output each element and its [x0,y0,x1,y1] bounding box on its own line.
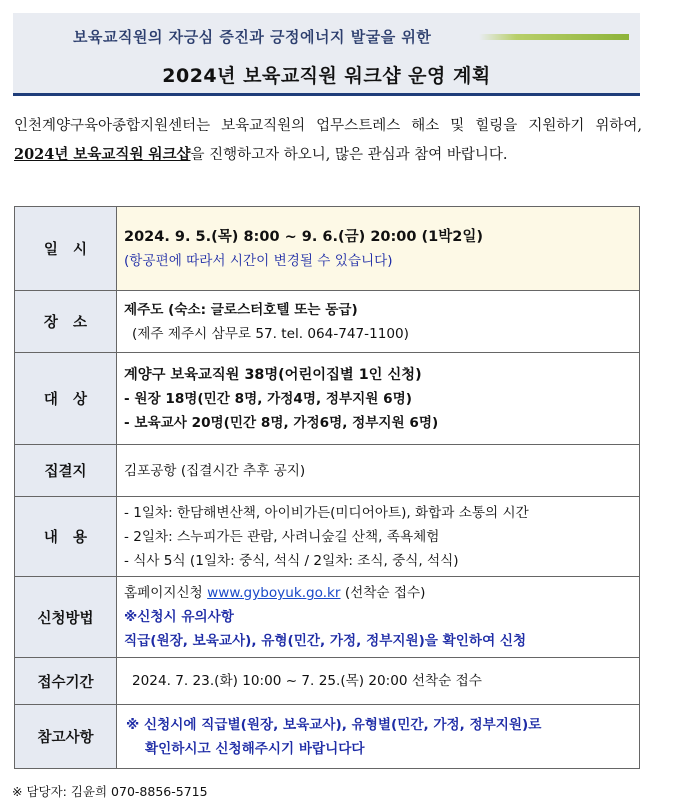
target-line-1: 계양구 보육교직원 38명(어린이집별 1인 신청) [124,366,422,383]
intro-text-2: 을 진행하고자 하오니, 많은 관심과 참여 바랍니다. [190,146,508,163]
value-date [117,207,640,291]
period-main: 2024. 7. 23.(화) 10:00 ~ 7. 25.(목) 20:00 선착순 접수 [132,673,482,689]
row-period [15,658,640,705]
target-line-3: - 보육교사 20명(민간 8명, 가정6명, 정부지원 6명) [124,414,439,431]
title-banner [13,13,640,96]
apply-notice-title: ※신청시 유의사항 [124,609,234,625]
value-place [117,291,640,353]
label-place: 장 소 [15,291,117,353]
content-line-2: - 2일차: 스누피가든 관람, 사려니숲길 산책, 족욕체험 [124,528,440,545]
label-period: 접수기간 [15,658,117,705]
banner-accent-line [479,34,629,40]
apply-notice-body: 직급(원장, 보육교사), 유형(민간, 가정, 정부지원)을 확인하여 신청 [124,633,527,649]
content-line-3: - 식사 5식 (1일차: 중식, 석식 / 2일차: 조식, 중식, 석식) [124,552,459,569]
apply-prefix: 홈페이지신청 [124,585,208,601]
row-meet [15,445,640,497]
intro-highlight: 2024년 보육교직원 워크샵 [14,145,191,163]
row-place [15,291,640,353]
row-date [15,207,640,291]
page-title: 2024년 보육교직원 워크샵 운영 계획 [162,65,491,87]
homepage-link[interactable]: www.gyboyuk.go.kr [207,585,341,601]
remark-line-1: ※ 신청시에 직급별(원장, 보육교사), 유형별(민간, 가정, 정부지원)로 [126,716,542,733]
intro-paragraph [14,113,642,169]
value-content [117,497,640,577]
row-target [15,353,640,445]
value-target [117,353,640,445]
label-target: 대 상 [15,353,117,445]
value-period [117,658,640,705]
label-date: 일 시 [15,207,117,291]
target-line-2: - 원장 18명(민간 8명, 가정4명, 정부지원 6명) [124,390,412,407]
label-content: 내 용 [15,497,117,577]
date-note: (항공편에 따라서 시간이 변경될 수 있습니다) [124,252,393,269]
banner-subtitle: 보육교직원의 자긍심 증진과 긍정에너지 발굴을 위한 [73,28,432,46]
row-apply [15,577,640,658]
apply-line [124,581,639,605]
value-apply [117,577,640,658]
value-meet [117,445,640,497]
label-meet: 집결지 [15,445,117,497]
row-remark [15,705,640,769]
place-address: (제주 제주시 삼무로 57. tel. 064-747-1100) [132,325,409,342]
content-line-1: - 1일차: 한담해변산책, 아이비가든(미디어아트), 화합과 소통의 시간 [124,504,529,521]
meet-main: 김포공항 (집결시간 추후 공지) [124,462,306,479]
intro-text-1: 인천계양구육아종합지원센터는 보육교직원의 업무스트레스 해소 및 힐링을 지원하기 위하여, [14,118,642,134]
contact-footer: ※ 담당자: 김윤희 070-8856-5715 [12,784,208,799]
place-main: 제주도 (숙소: 글로스터호텔 또는 동급) [124,301,358,318]
label-remark: 참고사항 [15,705,117,769]
value-remark [117,705,640,769]
row-content [15,497,640,577]
date-main: 2024. 9. 5.(목) 8:00 ~ 9. 6.(금) 20:00 (1박2일) [124,228,483,245]
remark-line-2: 확인하시고 신청해주시기 바랍니다다 [145,740,365,757]
label-apply: 신청방법 [15,577,117,658]
apply-suffix: (선착순 접수) [340,585,426,601]
info-table [14,206,640,769]
